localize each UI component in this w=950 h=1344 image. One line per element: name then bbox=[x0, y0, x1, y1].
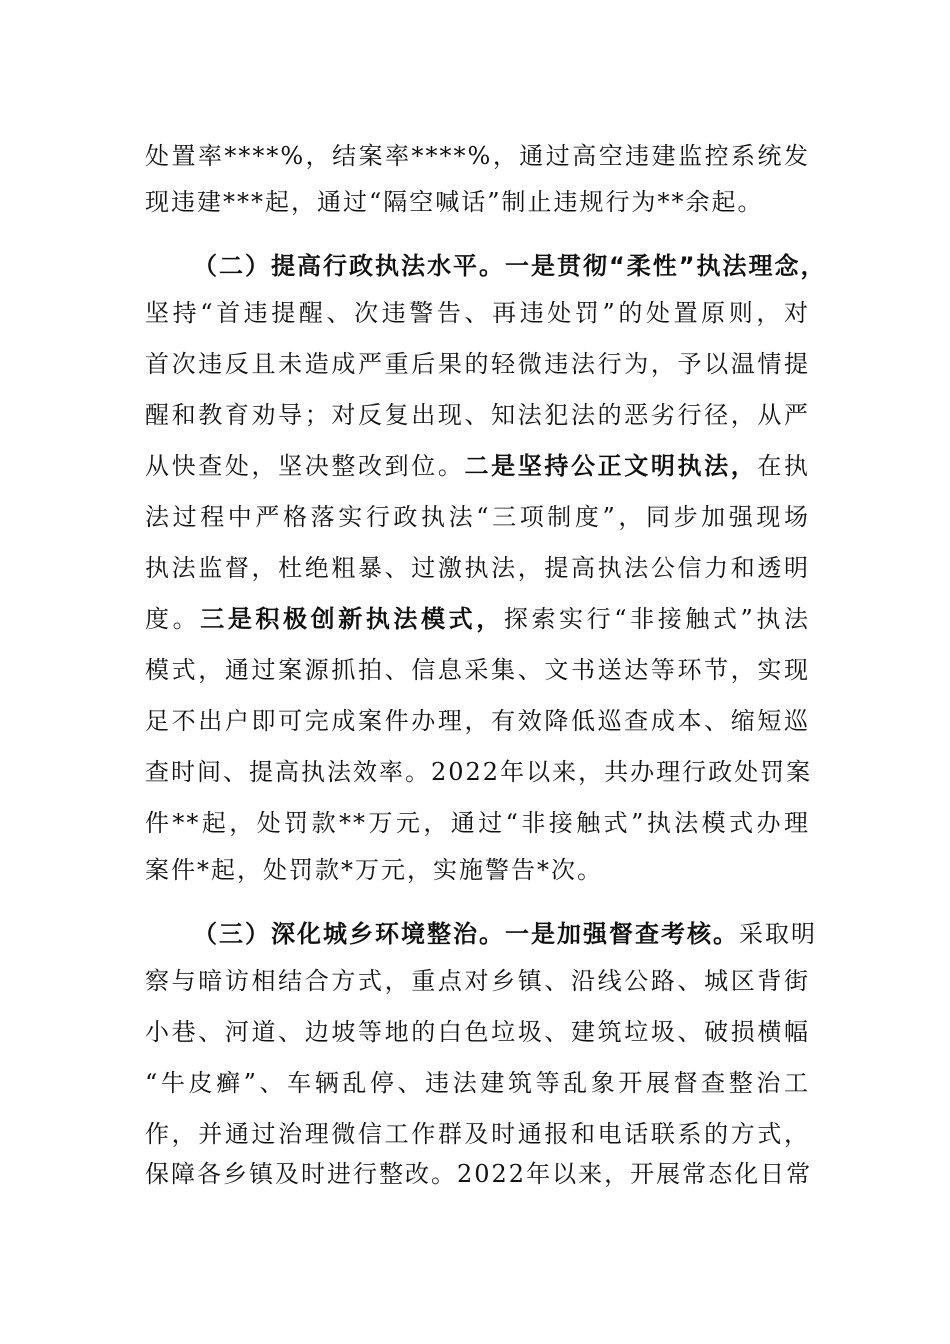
text-line bbox=[145, 806, 810, 840]
text-line bbox=[145, 1117, 810, 1151]
text-line bbox=[145, 1015, 810, 1049]
text-segment: 模式，通过案源抓拍、信息采集、文书送达等环节，实现 bbox=[145, 656, 810, 684]
text-segment: 采取明 bbox=[739, 920, 817, 948]
text-line bbox=[145, 602, 810, 636]
text-segment: 从快查处，坚决整改到位。 bbox=[145, 452, 465, 480]
text-segment: 法过程中严格落实行政执法“三项制度”，同步加强现场 bbox=[145, 503, 810, 531]
text-segment: 执法监督，杜绝粗暴、过激执法，提高执法公信力和透明 bbox=[145, 554, 810, 582]
section-heading-line bbox=[193, 249, 827, 283]
text-segment: 足不出户即可完成案件办理，有效降低巡查成本、缩短巡 bbox=[145, 707, 810, 735]
text-segment: 保障各乡镇及时进行整改。2022年以来，开展常态化日常 bbox=[145, 1160, 813, 1188]
bold-phrase: 二是坚持公正文明执法， bbox=[464, 452, 758, 480]
text-line bbox=[145, 1157, 813, 1191]
text-segment: 处置率****%，结案率****%，通过高空违建监控系统发 bbox=[145, 142, 810, 170]
text-line bbox=[145, 347, 810, 381]
text-line bbox=[145, 296, 810, 330]
text-segment: 件**起，处罚款**万元，通过“非接触式”执法模式办理 bbox=[145, 809, 810, 837]
text-segment: 探索实行“非接触式”执法 bbox=[503, 605, 811, 633]
text-line bbox=[145, 449, 810, 483]
text-segment: 醒和教育劝导；对反复出现、知法犯法的恶劣行径，从严 bbox=[145, 401, 810, 429]
bold-phrase: 三是积极创新执法模式， bbox=[200, 605, 504, 633]
text-line bbox=[145, 398, 810, 432]
text-segment: 度。 bbox=[145, 605, 201, 633]
text-line bbox=[145, 1066, 810, 1100]
text-segment: 察与暗访相结合方式，重点对乡镇、沿线公路、城区背街 bbox=[145, 967, 810, 995]
text-segment: 首次违反且未造成严重后果的轻微违法行为，予以温情提 bbox=[145, 350, 810, 378]
text-segment: 在执 bbox=[757, 452, 810, 480]
text-line bbox=[145, 755, 813, 789]
text-line bbox=[145, 500, 810, 534]
text-line bbox=[145, 185, 810, 219]
text-segment: 作，并通过治理微信工作群及时通报和电话联系的方式， bbox=[145, 1120, 810, 1148]
text-line bbox=[145, 139, 810, 173]
text-line bbox=[145, 653, 810, 687]
text-segment: 坚持“首违提醒、次违警告、再违处罚”的处置原则，对 bbox=[145, 299, 810, 327]
text-segment: 案件*起，处罚款*万元，实施警告*次。 bbox=[145, 856, 603, 884]
text-segment: 现违建***起，通过“隔空喊话”制止违规行为**余起。 bbox=[145, 188, 764, 216]
text-line bbox=[145, 551, 810, 585]
section-heading-line bbox=[193, 917, 817, 951]
text-line bbox=[145, 964, 810, 998]
text-segment: 小巷、河道、边坡等地的白色垃圾、建筑垃圾、破损横幅 bbox=[145, 1018, 810, 1046]
text-segment: “牛皮癣”、车辆乱停、违法建筑等乱象开展督查整治工 bbox=[145, 1069, 810, 1097]
section-heading: （二）提高行政执法水平。一是贯彻“柔性”执法理念， bbox=[193, 252, 827, 280]
text-line bbox=[145, 704, 810, 738]
text-segment: 查时间、提高执法效率。2022年以来，共办理行政处罚案 bbox=[145, 758, 813, 786]
section-heading: （三）深化城乡环境整治。一是加强督查考核。 bbox=[193, 920, 739, 948]
text-line bbox=[145, 853, 810, 887]
